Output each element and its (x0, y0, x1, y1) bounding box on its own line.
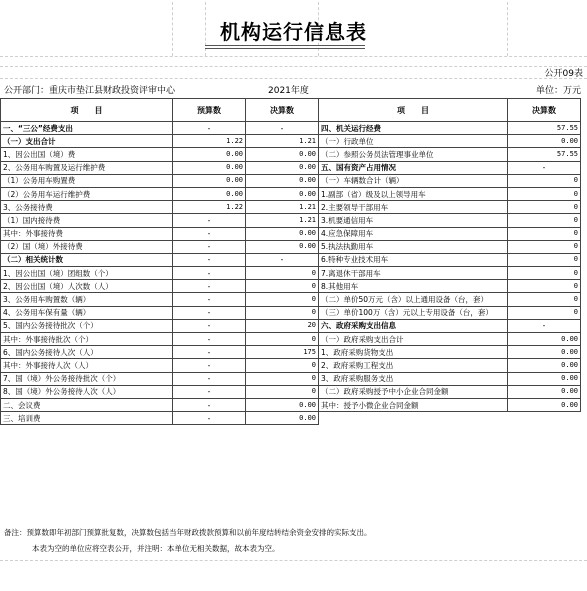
table-row (1, 280, 581, 293)
footnote: 备注：预算数即年初部门预算批复数，决算数包括当年财政拨款预算和以前年度结转结余资金安排的实际支出。 (4, 528, 372, 537)
table-row (1, 122, 581, 135)
page-title: 机构运行信息表 (220, 20, 367, 44)
actual-value: - (246, 253, 319, 266)
table-row (1, 267, 581, 280)
row-label: 3、公务接待费 (1, 201, 173, 214)
actual-value: 0.00 (508, 398, 581, 411)
empty-cell (319, 412, 581, 425)
actual-value: 20 (246, 319, 319, 332)
table-header-row (1, 99, 581, 122)
budget-value: - (173, 293, 246, 306)
row-label: 2、因公出国（境）人次数（人） (1, 280, 173, 293)
row-label: 一、“三公”经费支出 (1, 122, 173, 135)
actual-value: 0.00 (246, 187, 319, 200)
row-label: 1.副部（省）级及以上领导用车 (319, 187, 508, 200)
actual-value: 0 (508, 253, 581, 266)
actual-value: 0 (508, 227, 581, 240)
row-label: 2、政府采购工程支出 (319, 359, 508, 372)
grid-line (0, 56, 587, 57)
actual-value: 0 (246, 280, 319, 293)
budget-value: - (173, 372, 246, 385)
actual-value: 0 (246, 372, 319, 385)
table-row (1, 253, 581, 266)
budget-value: - (173, 359, 246, 372)
actual-value: 0 (246, 359, 319, 372)
row-label: 其中：外事接待人次（人） (1, 359, 173, 372)
row-label: 其中：外事接待批次（个） (1, 333, 173, 346)
table-row (1, 385, 581, 398)
title-underline (205, 48, 365, 49)
year-label: 2021年度 (268, 86, 309, 96)
actual-value: 0.00 (246, 148, 319, 161)
row-label: 其中：外事接待费 (1, 227, 173, 240)
actual-value: 57.55 (508, 148, 581, 161)
actual-value: 0 (508, 214, 581, 227)
row-label: 7.离退休干部用车 (319, 267, 508, 280)
actual-value: 0 (508, 240, 581, 253)
actual-value: 0.00 (246, 174, 319, 187)
row-label: 1、政府采购货物支出 (319, 346, 508, 359)
row-label: 六、政府采购支出信息 (319, 319, 508, 332)
table-row (1, 214, 581, 227)
grid-line (0, 560, 587, 561)
row-label: （1）公务用车购置费 (1, 174, 173, 187)
row-label: （1）国内接待费 (1, 214, 173, 227)
budget-value: 1.22 (173, 135, 246, 148)
row-label: 2、公务用车购置及运行维护费 (1, 161, 173, 174)
row-label: 二、会议费 (1, 398, 173, 411)
actual-value: 0.00 (246, 161, 319, 174)
actual-value: 1.21 (246, 135, 319, 148)
header-cell: 决算数 (508, 99, 581, 122)
budget-value: - (173, 306, 246, 319)
row-label: 三、培训费 (1, 412, 173, 425)
actual-value: 1.21 (246, 214, 319, 227)
row-label: （三）单价100万（含）元以上专用设备（台，套） (319, 306, 508, 319)
footnote: 本表为空的单位应将空表公开，并注明：本单位无相关数据，故本表为空。 (32, 544, 280, 553)
actual-value: 57.55 (508, 122, 581, 135)
row-label: 五、国有资产占用情况 (319, 161, 508, 174)
row-label: 其中：授予小微企业合同金额 (319, 398, 508, 411)
budget-value: - (173, 385, 246, 398)
budget-value: - (173, 227, 246, 240)
actual-value: 0 (508, 267, 581, 280)
actual-value: 0 (508, 280, 581, 293)
row-label: 6、国内公务接待人次（人） (1, 346, 173, 359)
actual-value: 0 (508, 306, 581, 319)
row-label: 1、因公出国（境）团组数（个） (1, 267, 173, 280)
actual-value: 1.21 (246, 201, 319, 214)
unit-label: 单位：万元 (535, 86, 581, 96)
table-row (1, 174, 581, 187)
actual-value: 0.00 (246, 412, 319, 425)
table-row (1, 319, 581, 332)
actual-value: 0.00 (508, 385, 581, 398)
row-label: （二）政府采购授予中小企业合同金额 (319, 385, 508, 398)
row-label: （一）行政单位 (319, 135, 508, 148)
actual-value: 0.00 (246, 398, 319, 411)
info-table (0, 98, 581, 425)
header-cell: 项 目 (1, 99, 173, 122)
budget-value: - (173, 253, 246, 266)
table-row (1, 240, 581, 253)
row-label: 四、机关运行经费 (319, 122, 508, 135)
row-label: 4.应急保障用车 (319, 227, 508, 240)
budget-value: - (173, 214, 246, 227)
row-label: （2）国（境）外接待费 (1, 240, 173, 253)
actual-value: 0.00 (508, 333, 581, 346)
row-label: 3.机要通信用车 (319, 214, 508, 227)
row-label: 6.特种专业技术用车 (319, 253, 508, 266)
row-label: 7、国（境）外公务接待批次（个） (1, 372, 173, 385)
table-row (1, 372, 581, 385)
grid-line (0, 78, 587, 79)
actual-value: 0 (246, 333, 319, 346)
actual-value: 0.00 (246, 240, 319, 253)
actual-value: 0.00 (508, 359, 581, 372)
actual-value: 0.00 (246, 227, 319, 240)
row-label: （一）支出合计 (1, 135, 173, 148)
table-row (1, 293, 581, 306)
table-row (1, 187, 581, 200)
actual-value: 0.00 (508, 346, 581, 359)
table-row (1, 346, 581, 359)
row-label: 5、国内公务接待批次（个） (1, 319, 173, 332)
title-underline (205, 45, 365, 46)
department-label: 公开部门：重庆市垫江县财政投资评审中心 (4, 86, 176, 96)
table-code: 公开09表 (544, 69, 583, 79)
table-row (1, 333, 581, 346)
budget-value: - (173, 240, 246, 253)
row-label: （2）公务用车运行维护费 (1, 187, 173, 200)
actual-value: 0.00 (508, 372, 581, 385)
budget-value: - (173, 280, 246, 293)
row-label: （二）参照公务员法管理事业单位 (319, 148, 508, 161)
row-label: 2.主要领导干部用车 (319, 201, 508, 214)
row-label: （一）政府采购支出合计 (319, 333, 508, 346)
actual-value: 0 (508, 201, 581, 214)
actual-value: 0 (246, 306, 319, 319)
actual-value: 0 (508, 174, 581, 187)
budget-value: 0.00 (173, 161, 246, 174)
budget-value: - (173, 319, 246, 332)
actual-value: 0 (246, 267, 319, 280)
table-row (1, 227, 581, 240)
actual-value: 0.00 (508, 135, 581, 148)
budget-value: - (173, 346, 246, 359)
actual-value: 175 (246, 346, 319, 359)
header-cell: 决算数 (246, 99, 319, 122)
row-label: 8、国（境）外公务接待人次（人） (1, 385, 173, 398)
budget-value: 0.00 (173, 187, 246, 200)
budget-value: 0.00 (173, 148, 246, 161)
row-label: 1、因公出国（境）费 (1, 148, 173, 161)
row-label: 4、公务用车保有量（辆） (1, 306, 173, 319)
header-cell: 项 目 (319, 99, 508, 122)
actual-value: - (508, 319, 581, 332)
table-row (1, 161, 581, 174)
table-row (1, 306, 581, 319)
budget-value: 1.22 (173, 201, 246, 214)
row-label: 3、政府采购服务支出 (319, 372, 508, 385)
grid-line (0, 66, 587, 67)
actual-value: 0 (508, 187, 581, 200)
table-row (1, 412, 581, 425)
actual-value: 0 (246, 293, 319, 306)
header-cell: 预算数 (173, 99, 246, 122)
table-row (1, 398, 581, 411)
row-label: （一）车辆数合计（辆） (319, 174, 508, 187)
row-label: （二）单价50万元（含）以上通用设备（台，套） (319, 293, 508, 306)
table-row (1, 201, 581, 214)
actual-value: 0 (246, 385, 319, 398)
budget-value: - (173, 412, 246, 425)
table-row (1, 148, 581, 161)
row-label: 5.执法执勤用车 (319, 240, 508, 253)
budget-value: - (173, 122, 246, 135)
budget-value: - (173, 267, 246, 280)
row-label: 3、公务用车购置数（辆） (1, 293, 173, 306)
budget-value: 0.00 (173, 174, 246, 187)
actual-value: 0 (508, 293, 581, 306)
budget-value: - (173, 398, 246, 411)
actual-value: - (508, 161, 581, 174)
row-label: （二）相关统计数 (1, 253, 173, 266)
budget-value: - (173, 333, 246, 346)
actual-value: - (246, 122, 319, 135)
table-row (1, 359, 581, 372)
table-row (1, 135, 581, 148)
row-label: 8.其他用车 (319, 280, 508, 293)
